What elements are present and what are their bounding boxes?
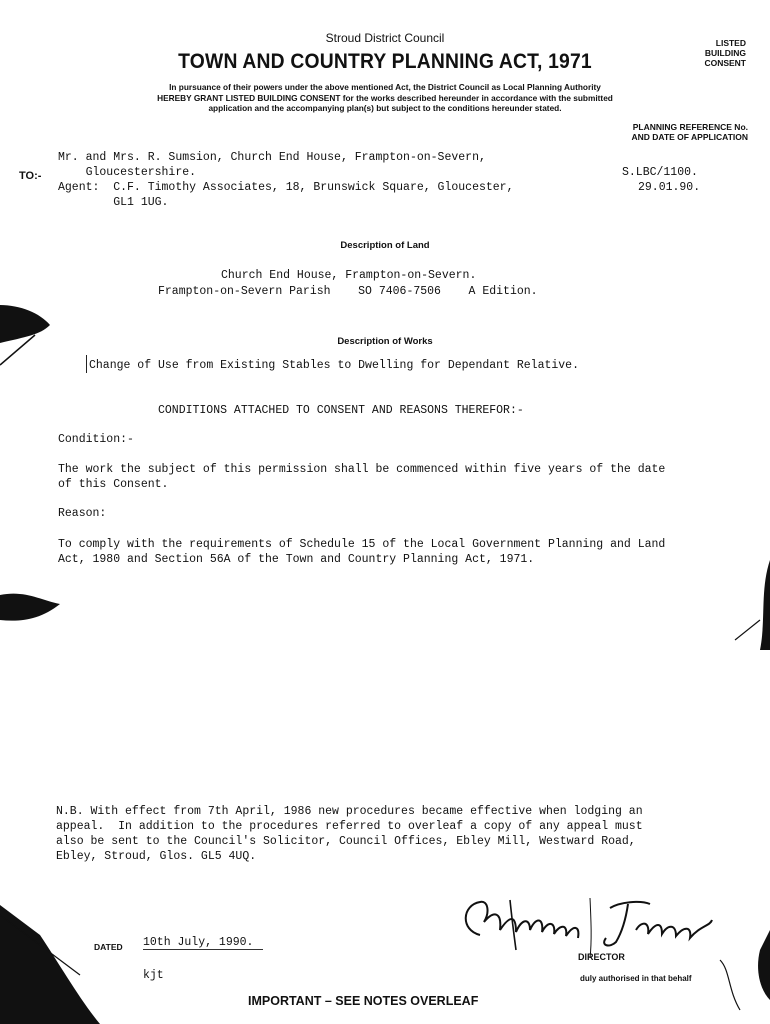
addressee-line: Mr. and Mrs. R. Sumsion, Church End House, Frampton-on-Severn, [58, 151, 486, 164]
consent-type-line: LISTED [715, 38, 746, 48]
agent-line: Agent: C.F. Timothy Associates, 18, Brunswick Square, Gloucester, [58, 181, 514, 194]
reference-label-line: PLANNING REFERENCE No. [632, 122, 748, 132]
scan-blemish [0, 590, 70, 630]
reason-line: Act, 1980 and Section 56A of the Town and Country Planning Act, 1971. [58, 553, 535, 566]
scan-blemish [0, 905, 120, 1024]
works-heading: Description of Works [337, 336, 433, 347]
note-line: Ebley, Stroud, Glos. GL5 4UQ. [56, 850, 257, 863]
preamble [60, 82, 710, 114]
reason-label: Reason: [58, 507, 107, 520]
works-text: Change of Use from Existing Stables to Dwelling for Dependant Relative. [89, 359, 579, 372]
conditions-heading: CONDITIONS ATTACHED TO CONSENT AND REASONS THEREFOR:- [158, 404, 524, 417]
reference-number: S.LBC/1100. [622, 166, 698, 179]
consent-type-block [666, 38, 746, 68]
land-heading: Description of Land [340, 240, 430, 251]
application-date: 29.01.90. [638, 181, 701, 194]
condition-line: of this Consent. [58, 478, 169, 491]
reference-label-line: AND DATE OF APPLICATION [631, 132, 748, 142]
consent-type-line: BUILDING [704, 48, 746, 58]
land-line: Frampton-on-Severn Parish SO 7406-7506 A Edition. [158, 285, 538, 298]
dated-label: DATED [94, 942, 123, 952]
dated-value: 10th July, 1990. [143, 936, 263, 950]
land-line: Church End House, Frampton-on-Severn. [221, 269, 477, 282]
condition-line: The work the subject of this permission shall be commenced within five years of the date [58, 463, 666, 476]
condition-label: Condition:- [58, 433, 134, 446]
addressee-line: Gloucestershire. [58, 166, 197, 179]
margin-bracket [86, 355, 87, 373]
act-title: TOWN AND COUNTRY PLANNING ACT, 1971 [178, 50, 592, 73]
authorised-label: duly authorised in that behalf [580, 974, 692, 983]
reference-label [528, 122, 748, 142]
note-line: also be sent to the Council's Solicitor, Council Offices, Ebley Mill, Westward Road, [56, 835, 636, 848]
to-label: TO:- [19, 170, 42, 182]
consent-type-line: CONSENT [704, 58, 746, 68]
typist-initials: kjt [143, 969, 164, 982]
preamble-line: In pursuance of their powers under the above mentioned Act, the District Council as Local Planning Authority [169, 82, 601, 92]
reason-line: To comply with the requirements of Schedule 15 of the Local Government Planning and Land [58, 538, 666, 551]
preamble-line: HEREBY GRANT LISTED BUILDING CONSENT for the works described hereunder in accordance with the submitted [157, 92, 613, 103]
council-name: Stroud District Council [325, 31, 445, 45]
important-notice: IMPORTANT – SEE NOTES OVERLEAF [248, 994, 479, 1008]
preamble-line: application and the accompanying plan(s) but subject to the conditions hereunder stated. [208, 103, 562, 113]
note-line: appeal. In addition to the procedures referred to overleaf a copy of any appeal must [56, 820, 643, 833]
note-line: N.B. With effect from 7th April, 1986 new procedures became effective when lodging an [56, 805, 643, 818]
director-label: DIRECTOR [578, 952, 625, 962]
agent-line: GL1 1UG. [58, 196, 169, 209]
scan-blemish [700, 930, 770, 1024]
scan-blemish [0, 295, 60, 375]
scan-blemish [730, 560, 770, 670]
